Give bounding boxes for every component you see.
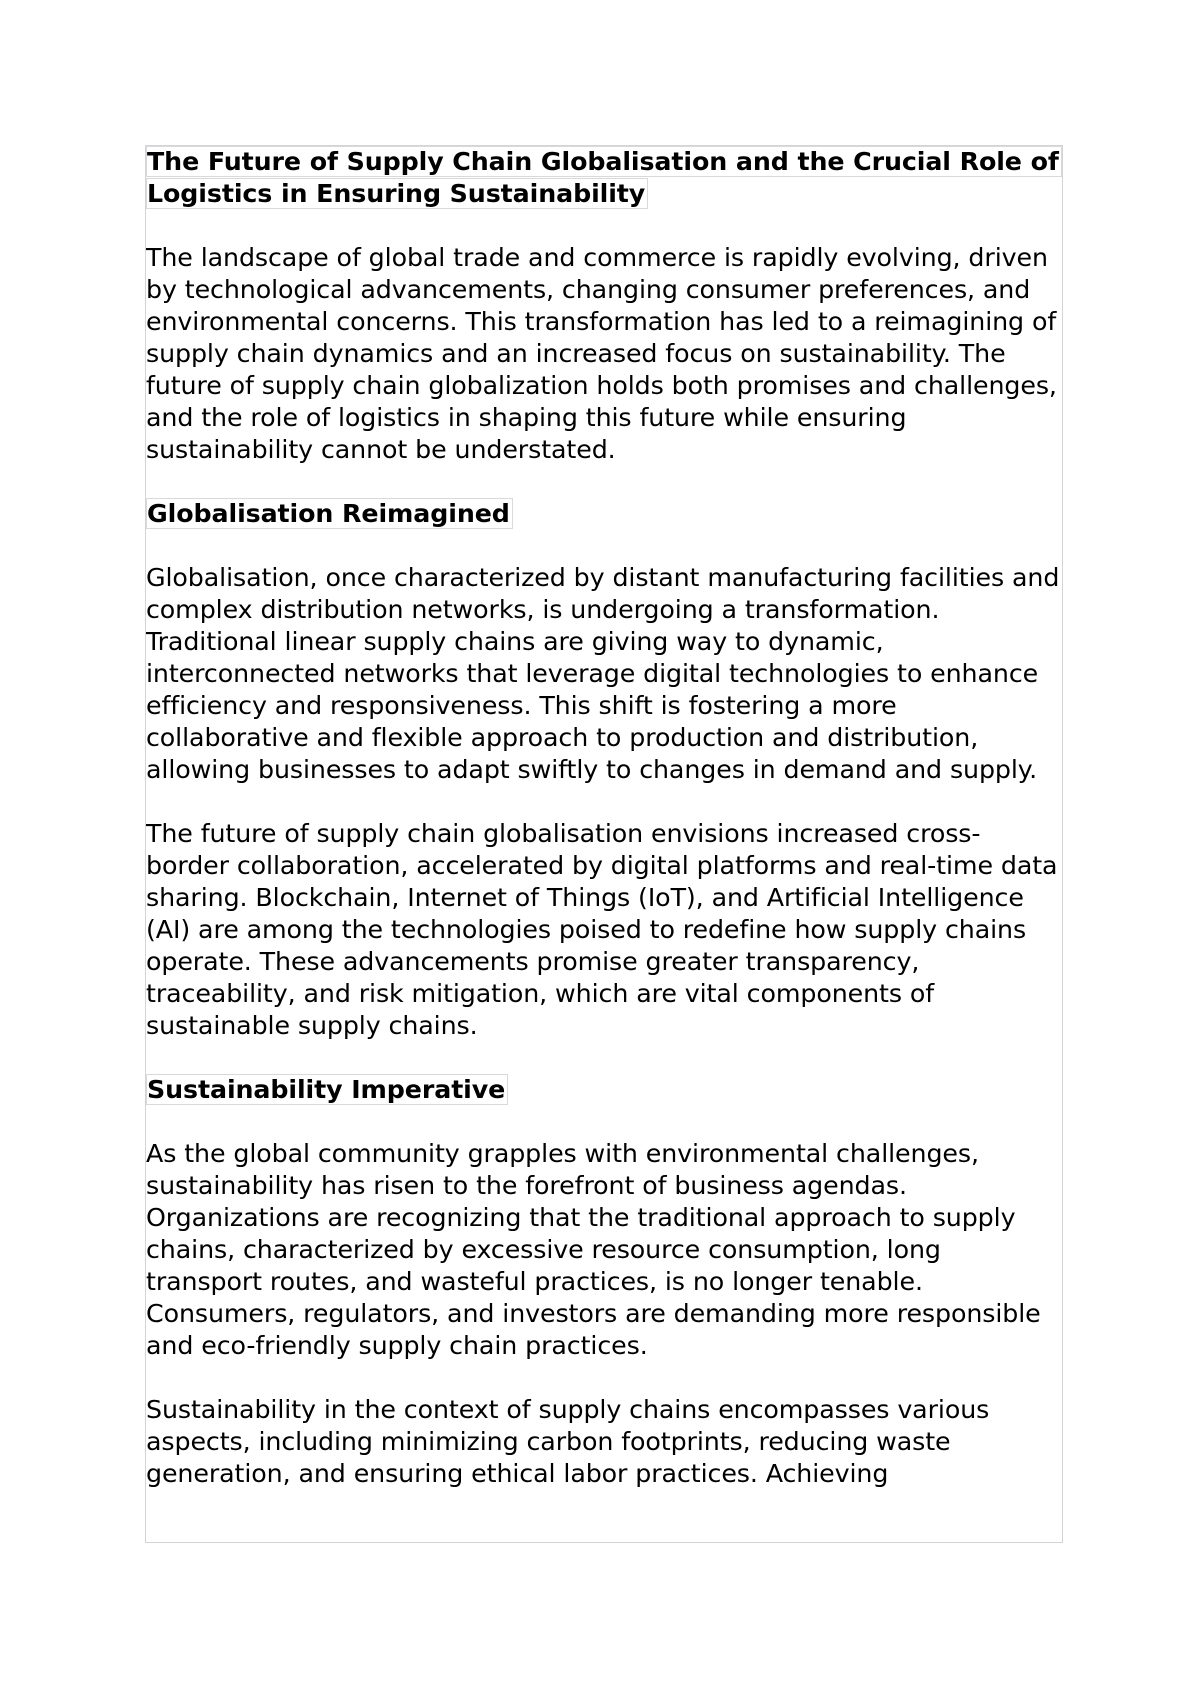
section-heading: Globalisation Reimagined xyxy=(146,498,513,529)
spacer xyxy=(146,466,1062,498)
title-block xyxy=(146,146,1062,210)
paragraph: Globalisation, once characterized by distant manufacturing facilities and complex distribution networks, is undergoing a transformation. Traditional linear supply chains are giving way to dynamic, interconnected networks that leverage digital technologies to enhance efficiency and responsiveness. This shift is fostering a more collaborative and flexible approach to production and distribution, allowing businesses to adapt swiftly to changes in demand and supply. xyxy=(146,563,1060,784)
spacer xyxy=(146,786,1062,818)
spacer xyxy=(146,210,1062,242)
section-heading-block xyxy=(146,1074,1062,1106)
spacer xyxy=(146,1362,1062,1394)
paragraph: The future of supply chain globalisation envisions increased cross-border collaboration, accelerated by digital platforms and real-time data sharing. Blockchain, Internet of Things (IoT), and Artificial Intelligence (AI) are among the technologies poised to redefine how supply chains operate. These advancements promise greater transparency, traceability, and risk mitigation, which are vital components of sustainable supply chains. xyxy=(146,819,1058,1040)
document-page xyxy=(145,145,1063,1543)
document-body xyxy=(146,146,1062,1490)
section-heading: Sustainability Imperative xyxy=(146,1074,508,1105)
spacer xyxy=(146,1042,1062,1074)
paragraph: As the global community grapples with environmental challenges, sustainability has risen to the forefront of business agendas. Organizations are recognizing that the traditional approach to supply chains, characterized by excessive resource consumption, long transport routes, and wasteful practices, is no longer tenable. Consumers, regulators, and investors are demanding more responsible and eco-friendly supply chain practices. xyxy=(146,1139,1041,1360)
spacer xyxy=(146,530,1062,562)
paragraph: Sustainability in the context of supply chains encompasses various aspects, including minimizing carbon footprints, reducing waste generation, and ensuring ethical labor practices. Achieving xyxy=(146,1395,990,1488)
document-title: The Future of Supply Chain Globalisation and the Crucial Role of Logistics in Ensuring Sustainability xyxy=(146,146,1062,209)
intro-paragraph: The landscape of global trade and commerce is rapidly evolving, driven by technological advancements, changing consumer preferences, and environmental concerns. This transformation has led to a reimagining of supply chain dynamics and an increased focus on sustainability. The future of supply chain globalization holds both promises and challenges, and the role of logistics in shaping this future while ensuring sustainability cannot be understated. xyxy=(146,243,1057,464)
section-heading-block xyxy=(146,498,1062,530)
spacer xyxy=(146,1106,1062,1138)
